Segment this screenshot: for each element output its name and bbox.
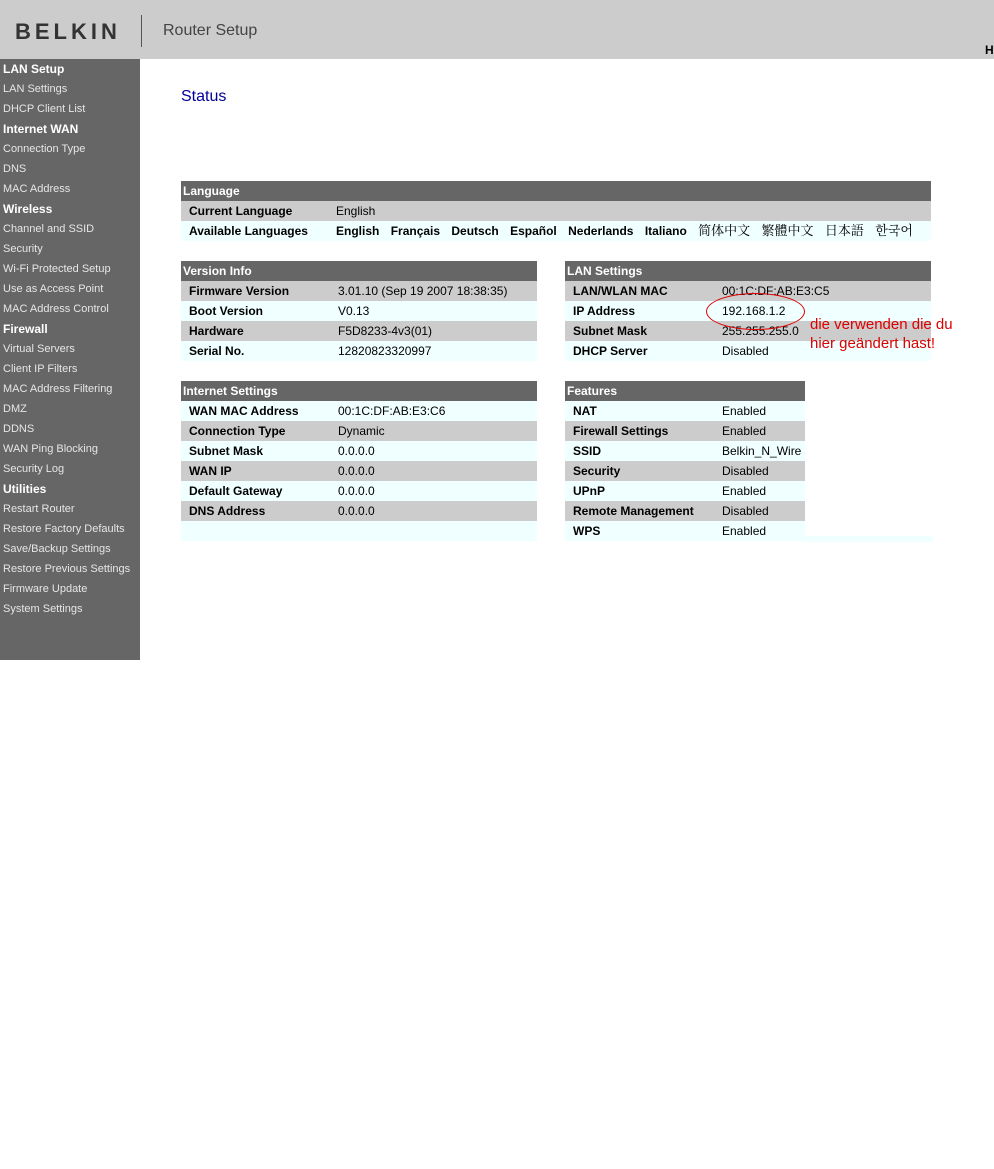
table-row: [181, 281, 537, 301]
ip-address-value: 192.168.1.2: [722, 304, 786, 318]
row-value: Disabled: [722, 504, 769, 518]
row-value: F5D8233-4v3(01): [338, 324, 433, 338]
sidebar-item-wps[interactable]: Wi-Fi Protected Setup: [3, 263, 111, 275]
row-value: V0.13: [338, 304, 370, 318]
row-value: Enabled: [722, 484, 767, 498]
language-link[interactable]: 日本語: [824, 223, 864, 238]
row-value: 3.01.10 (Sep 19 2007 18:38:35): [338, 284, 508, 298]
row-label: DNS Address: [189, 504, 266, 518]
sidebar-item-client-ip-filters[interactable]: Client IP Filters: [3, 363, 78, 375]
row-value: Dynamic: [338, 424, 385, 438]
row-value: 00:1C:DF:AB:E3:C5: [722, 284, 830, 298]
table-row: [565, 441, 805, 461]
sidebar-section-lan-setup[interactable]: LAN Setup: [3, 62, 65, 76]
row-label: Available Languages: [189, 224, 308, 238]
table-header: Features: [565, 381, 805, 401]
table-row: [565, 401, 805, 421]
row-label: SSID: [573, 444, 602, 458]
sidebar-item-wan-ping-blocking[interactable]: WAN Ping Blocking: [3, 443, 98, 455]
table-row: [181, 341, 537, 361]
language-link[interactable]: 한국어: [875, 223, 913, 238]
sidebar-item-dns[interactable]: DNS: [3, 163, 27, 175]
annotation-note: [810, 315, 953, 353]
annotation-circle: [706, 293, 805, 330]
top-banner: [0, 0, 994, 59]
sidebar-item-firmware-update[interactable]: Firmware Update: [3, 583, 88, 595]
sidebar-item-wireless-security[interactable]: Security: [3, 243, 43, 255]
sidebar-section-internet-wan[interactable]: Internet WAN: [3, 122, 79, 136]
table-row-empty: [181, 521, 537, 541]
language-link[interactable]: Deutsch: [451, 224, 499, 238]
table-header: Internet Settings: [181, 381, 537, 401]
row-label: LAN/WLAN MAC: [573, 284, 668, 298]
table-header: Language: [181, 181, 931, 201]
language-links: [336, 221, 921, 241]
row-value: Disabled: [722, 344, 769, 358]
table-row: [181, 481, 537, 501]
table-row: [181, 321, 537, 341]
sidebar-section-wireless[interactable]: Wireless: [3, 202, 53, 216]
row-label: Firmware Version: [189, 284, 290, 298]
table-strip: [805, 536, 933, 542]
row-label: WAN IP: [189, 464, 232, 478]
table-row: [565, 461, 805, 481]
row-value: Disabled: [722, 464, 769, 478]
sidebar-item-channel-ssid[interactable]: Channel and SSID: [3, 223, 95, 235]
table-row: [565, 481, 805, 501]
row-value: 0.0.0.0: [338, 464, 375, 478]
table-row: [181, 201, 931, 221]
sidebar-item-security-log[interactable]: Security Log: [3, 463, 65, 475]
sidebar-item-access-point[interactable]: Use as Access Point: [3, 283, 104, 295]
sidebar-item-lan-settings[interactable]: LAN Settings: [3, 83, 68, 95]
table-header: LAN Settings: [565, 261, 931, 281]
row-label: Current Language: [189, 204, 293, 218]
row-value: 0.0.0.0: [338, 444, 375, 458]
row-label: IP Address: [573, 304, 636, 318]
table-row: [181, 401, 537, 421]
row-value: 0.0.0.0: [338, 484, 375, 498]
row-value: Belkin_N_Wire: [722, 444, 802, 458]
row-label: Connection Type: [189, 424, 286, 438]
sidebar-item-connection-type[interactable]: Connection Type: [3, 143, 86, 155]
language-link[interactable]: Français: [390, 224, 441, 238]
table-row: [181, 221, 931, 241]
table-header: Version Info: [181, 261, 537, 281]
features-table: [565, 381, 805, 541]
logo-divider: [141, 15, 142, 47]
language-link[interactable]: 繁體中文: [761, 223, 814, 238]
row-label: Serial No.: [189, 344, 245, 358]
language-link[interactable]: Italiano: [644, 224, 687, 238]
sidebar-item-system-settings[interactable]: System Settings: [3, 603, 83, 615]
sidebar-item-save-backup[interactable]: Save/Backup Settings: [3, 543, 111, 555]
sidebar-item-dhcp-client-list[interactable]: DHCP Client List: [3, 103, 86, 115]
annotation-line: hier geändert hast!: [810, 335, 936, 352]
table-row: [181, 301, 537, 321]
sidebar-section-firewall[interactable]: Firewall: [3, 322, 48, 336]
row-value: 12820823320997: [338, 344, 432, 358]
sidebar-item-mac-address[interactable]: MAC Address: [3, 183, 71, 195]
sidebar-item-mac-filtering[interactable]: MAC Address Filtering: [3, 383, 113, 395]
page-title: Status: [181, 88, 227, 105]
sidebar-item-restore-previous[interactable]: Restore Previous Settings: [3, 563, 131, 575]
app-title: Router Setup: [163, 22, 258, 39]
row-label: UPnP: [573, 484, 606, 498]
current-language-value: English: [336, 204, 376, 218]
table-row: [565, 501, 805, 521]
row-label: Boot Version: [189, 304, 264, 318]
row-label: Firewall Settings: [573, 424, 669, 438]
version-info-table: [181, 261, 537, 361]
row-value: Enabled: [722, 404, 767, 418]
table-row: [181, 461, 537, 481]
row-value: 00:1C:DF:AB:E3:C6: [338, 404, 446, 418]
row-label: Default Gateway: [189, 484, 283, 498]
language-table: [181, 181, 931, 241]
row-value: Enabled: [722, 524, 767, 538]
language-link[interactable]: English: [336, 224, 380, 238]
table-row: [181, 421, 537, 441]
row-label: Subnet Mask: [189, 444, 264, 458]
sidebar-nav: [0, 59, 140, 660]
row-label: WPS: [573, 524, 601, 538]
table-row: [565, 521, 805, 541]
table-row: [565, 421, 805, 441]
sidebar-item-restart-router[interactable]: Restart Router: [3, 503, 75, 515]
sidebar-item-mac-address-control[interactable]: MAC Address Control: [3, 303, 109, 315]
language-link[interactable]: Nederlands: [568, 224, 634, 238]
row-value: 255.255.255.0: [722, 324, 799, 338]
sidebar-item-ddns[interactable]: DDNS: [3, 423, 35, 435]
row-label: Remote Management: [573, 504, 694, 518]
belkin-logo: BELKIN: [15, 19, 121, 44]
table-row: [181, 501, 537, 521]
row-value: Enabled: [722, 424, 767, 438]
header-corner-link[interactable]: H: [985, 43, 994, 57]
table-row: [181, 441, 537, 461]
sidebar-item-restore-factory[interactable]: Restore Factory Defaults: [3, 523, 125, 535]
language-link[interactable]: 简体中文: [698, 223, 751, 238]
row-value: 0.0.0.0: [338, 504, 375, 518]
row-label: Subnet Mask: [573, 324, 648, 338]
row-label: DHCP Server: [573, 344, 648, 358]
row-label: Hardware: [189, 324, 244, 338]
sidebar-item-dmz[interactable]: DMZ: [3, 403, 27, 415]
sidebar-section-utilities[interactable]: Utilities: [3, 482, 47, 496]
row-label: WAN MAC Address: [189, 404, 299, 418]
row-label: NAT: [573, 404, 597, 418]
annotation-line: die verwenden die du: [810, 316, 953, 333]
sidebar-item-virtual-servers[interactable]: Virtual Servers: [3, 343, 75, 355]
internet-settings-table: [181, 381, 537, 541]
row-label: Security: [573, 464, 621, 478]
language-link[interactable]: Español: [510, 224, 557, 238]
